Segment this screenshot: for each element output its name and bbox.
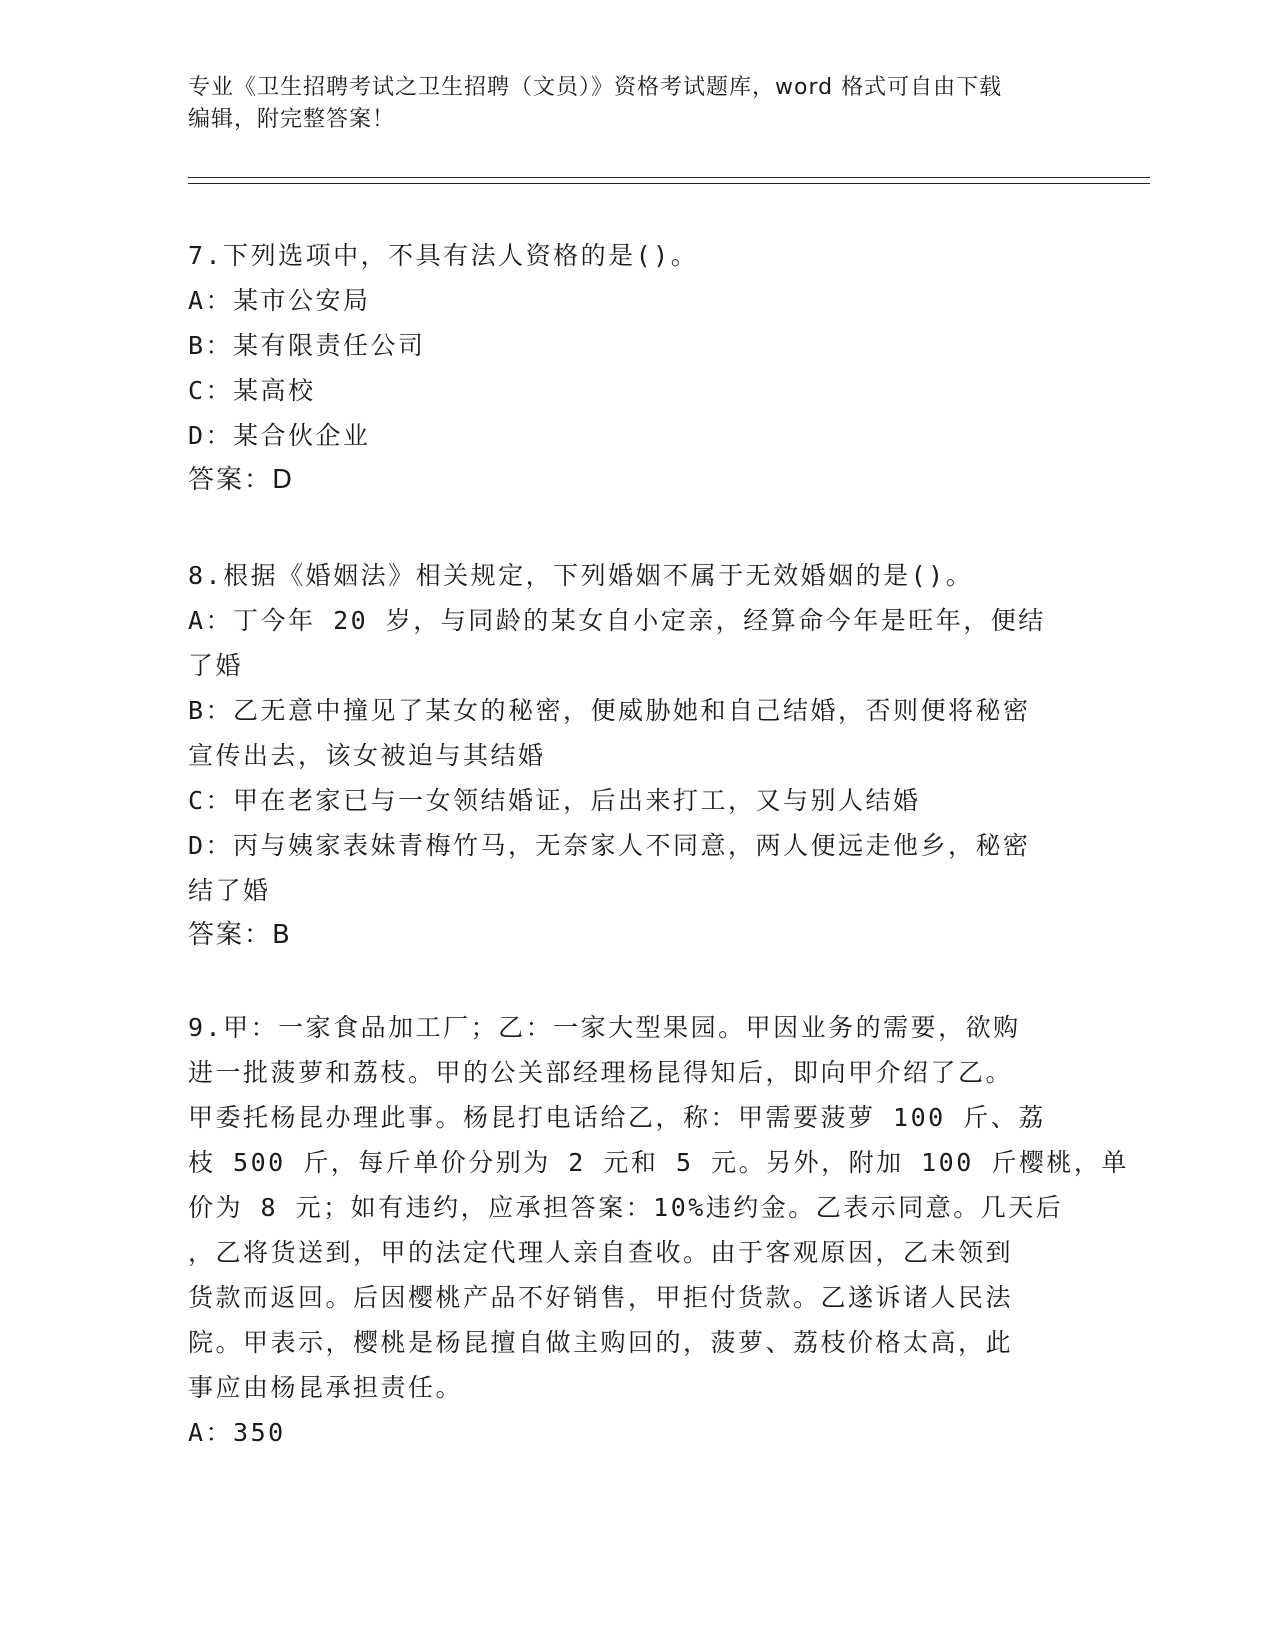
header-divider-top [188, 177, 1150, 178]
option-a: A：350 [188, 1418, 286, 1447]
question-stem-line: 事应由杨昆承担责任。 [188, 1373, 464, 1402]
question-stem-line: 进一批菠萝和荔枝。甲的公关部经理杨昆得知后，即向甲介绍了乙。 [188, 1058, 1014, 1087]
question-7 [188, 233, 1068, 503]
option-a-continued: 了婚 [188, 651, 244, 680]
header-line-1: 专业《卫生招聘考试之卫生招聘（文员）》资格考试题库，word 格式可自由下载 [188, 75, 1003, 100]
option-b-continued: 宣传出去，该女被迫与其结婚 [188, 741, 546, 770]
question-stem-line: 货款而返回。后因樱桃产品不好销售，甲拒付货款。乙遂诉诸人民法 [188, 1283, 1014, 1312]
question-stem-line: 价为 8 元；如有违约，应承担答案：10%违约金。乙表示同意。几天后 [188, 1193, 1064, 1222]
question-stem-line: 院。甲表示，樱桃是杨昆擅自做主购回的，菠萝、荔枝价格太高，此 [188, 1328, 1014, 1357]
question-stem: 8.根据《婚姻法》相关规定，下列婚姻不属于无效婚姻的是()。 [188, 561, 974, 590]
option-b: B：乙无意中撞见了某女的秘密，便威胁她和自己结婚，否则便将秘密 [188, 696, 1031, 725]
header-divider-bottom [188, 183, 1150, 184]
option-d: D：某合伙企业 [188, 421, 371, 450]
option-b: B：某有限责任公司 [188, 331, 426, 360]
question-stem-line: 枝 500 斤，每斤单价分别为 2 元和 5 元。另外，附加 100 斤樱桃，单 [188, 1148, 1129, 1177]
question-9 [188, 1005, 1129, 1455]
answer-line: 答案：D [188, 465, 295, 495]
question-8 [188, 553, 1068, 958]
option-d-continued: 结了婚 [188, 876, 271, 905]
option-c: C：甲在老家已与一女领结婚证，后出来打工，又与别人结婚 [188, 786, 921, 815]
question-stem-line: 9.甲：一家食品加工厂；乙：一家大型果园。甲因业务的需要，欲购 [188, 1013, 1021, 1042]
question-stem-line: ，乙将货送到，甲的法定代理人亲自查收。由于客观原因，乙未领到 [188, 1238, 1014, 1267]
document-header [188, 72, 1068, 136]
question-stem-line: 甲委托杨昆办理此事。杨昆打电话给乙，称：甲需要菠萝 100 斤、荔 [188, 1103, 1046, 1132]
answer-line: 答案：B [188, 920, 292, 950]
header-line-2: 编辑，附完整答案！ [188, 107, 396, 132]
option-c: C：某高校 [188, 376, 316, 405]
question-stem: 7.下列选项中，不具有法人资格的是()。 [188, 241, 699, 270]
option-d: D：丙与姨家表妹青梅竹马，无奈家人不同意，两人便远走他乡，秘密 [188, 831, 1031, 860]
option-a: A：某市公安局 [188, 286, 371, 315]
option-a: A：丁今年 20 岁，与同龄的某女自小定亲，经算命今年是旺年，便结 [188, 606, 1046, 635]
